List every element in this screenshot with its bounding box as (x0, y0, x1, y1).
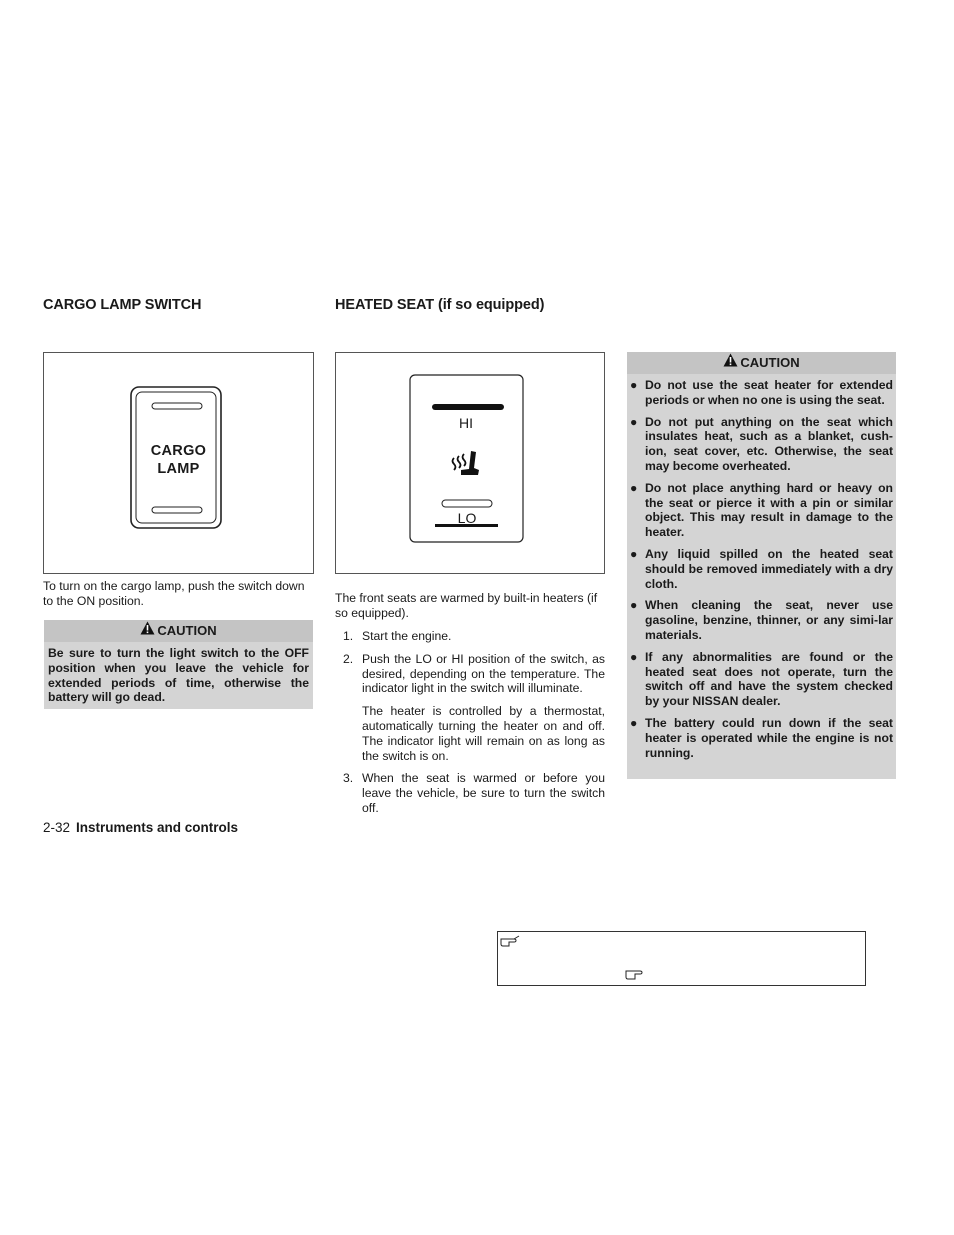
caution-bullet-text: When cleaning the seat, never use gasoline, benzine, thinner, or any simi-lar materials. (645, 598, 893, 642)
lo-label: LO (457, 510, 477, 526)
caution-bullet: ● Do not use the seat heater for extended periods or when no one is using the seat. (630, 378, 893, 407)
step-text: When the seat is warmed or before you leave the vehicle, be sure to turn the switch off. (362, 771, 605, 815)
heated-seat-figure (335, 352, 605, 574)
step-number: 1. (343, 629, 354, 643)
caution-bullet: ● The battery could run down if the seat heater is operated while the engine is not running. (630, 715, 893, 760)
caution-bullet-text: Any liquid spilled on the heated seat should be removed immediately with a dry cloth. (645, 546, 893, 591)
caution-title (627, 352, 896, 374)
caution-bullet-text: The battery could run down if the seat heater is operated while the engine is not running. (645, 715, 893, 760)
pointing-hand-icon[interactable] (500, 934, 520, 952)
step-note-text: The heater is controlled by a thermostat, automatically turning the heater on and off. The indicator light will remain on as long as the switch is on. (362, 704, 605, 763)
caution-bullet-text: If any abnormalities are found or the heated seat does not operate, turn the switch off and have the system checked by your NISSAN dealer. (645, 649, 893, 709)
caution-bullet: ● When cleaning the seat, never use gasoline, benzine, thinner, or any simi-lar materials. (630, 598, 893, 642)
heated-seat-icon (449, 448, 483, 480)
step-text: Start the engine. (362, 629, 452, 643)
heated-seat-steps (335, 629, 605, 824)
page-number: 2-32 (43, 820, 71, 835)
cargo-lamp-intro: To turn on the cargo lamp, push the switch down to the ON position. (43, 579, 305, 608)
heated-seat-caution (627, 352, 896, 779)
caution-bullet: ● If any abnormalities are found or the heated seat does not operate, turn the switch off and have the system checked by your NISSAN dealer. (630, 649, 893, 709)
cargo-lamp-figure (43, 352, 314, 574)
heated-seat-heading: HEATED SEAT (if so equipped) (335, 297, 545, 313)
cargo-lamp-label (135, 442, 222, 478)
step-note (335, 704, 605, 763)
caution-text: Be sure to turn the light switch to the OFF position when you leave the vehicle for extended periods of time, otherwise the battery will go dead. (48, 646, 309, 705)
cargo-lamp-caution (44, 620, 313, 709)
caution-bullet: ● Do not put anything on the seat which insulates heat, such as a blanket, cush-ion, seat cover, etc. Otherwise, the seat may become overheated. (630, 414, 893, 473)
caution-title-text: CAUTION (157, 623, 217, 638)
cargo-label-line2: LAMP (157, 461, 200, 477)
caution-bullet-text: Do not use the seat heater for extended periods or when no one is using the seat. (645, 378, 893, 407)
step-item (335, 771, 605, 815)
step-item (335, 652, 605, 696)
navigation-box (497, 931, 866, 986)
step-number: 2. (343, 651, 354, 666)
hi-label: HI (459, 415, 473, 431)
warning-triangle-icon (723, 352, 738, 374)
step-item (335, 629, 605, 644)
cargo-lamp-heading: CARGO LAMP SWITCH (43, 297, 202, 313)
caution-bullet: ● Do not place anything hard or heavy on the seat or pierce it with a pin or similar object. This may result in damage to the heater. (630, 480, 893, 540)
caution-title-text: CAUTION (740, 355, 800, 370)
caution-bullet-text: Do not place anything hard or heavy on the seat or pierce it with a pin or similar object. This may result in damage to the heater. (645, 480, 893, 540)
section-title: Instruments and controls (76, 820, 239, 835)
caution-title (44, 620, 313, 642)
caution-bullet-text: Do not put anything on the seat which insulates heat, such as a blanket, cush-ion, seat cover, etc. Otherwise, the seat may become overheated. (645, 414, 893, 473)
step-number: 3. (343, 771, 354, 786)
caution-bullet: ● Any liquid spilled on the heated seat should be removed immediately with a dry cloth. (630, 546, 893, 591)
warning-triangle-icon (140, 620, 155, 642)
pointing-hand-icon[interactable] (625, 967, 645, 985)
step-text: Push the LO or HI position of the switch, as desired, depending on the temperature. The indicator light in the switch will illuminate. (362, 651, 605, 696)
caution-bullets (627, 374, 896, 760)
page-footer (43, 820, 238, 835)
cargo-label-line1: CARGO (150, 443, 207, 459)
heated-seat-intro: The front seats are warmed by built-in heaters (if so equipped). (335, 591, 598, 620)
